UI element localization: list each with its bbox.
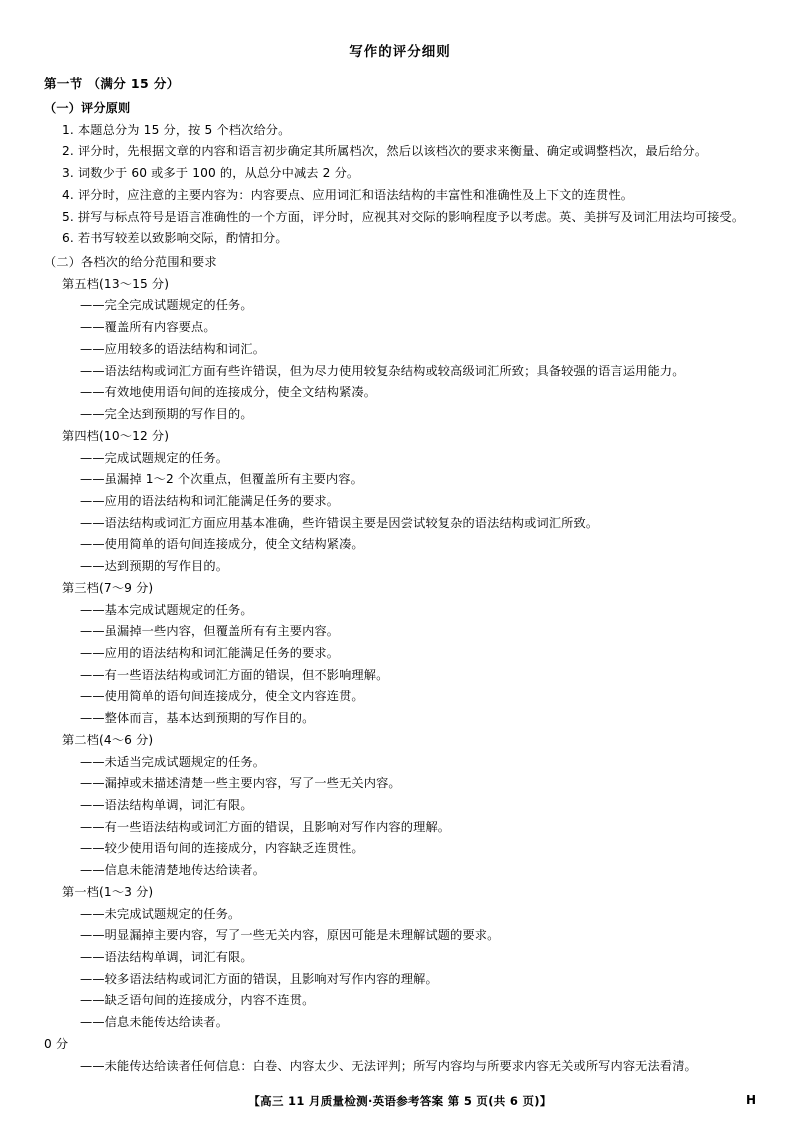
content-line: ——信息未能清楚地传达给读者。 — [80, 863, 266, 878]
content-line: 3. 词数少于 60 或多于 100 的，从总分中减去 2 分。 — [62, 166, 360, 181]
content-line: ——虽漏掉 1～2 个次重点，但覆盖所有主要内容。 — [80, 472, 363, 487]
content-line: ——语法结构单调，词汇有限。 — [80, 798, 253, 812]
content-line: 6. 若书写较差以致影响交际，酌情扣分。 — [62, 231, 288, 246]
content-line: 5. 拼写与标点符号是语言准确性的一个方面，评分时，应视其对交际的影响程度予以考虑。英、美拼写及词汇用法均可接受。 — [62, 209, 745, 224]
grade-band-heading: 第二档(4～6 分) — [62, 732, 154, 747]
content-line: 1. 本题总分为 15 分，按 5 个档次给分。 — [62, 122, 291, 137]
page-footer — [0, 1093, 800, 1113]
grade-band-heading: 第五档(13～15 分) — [62, 276, 170, 291]
content-line: ——覆盖所有内容要点。 — [80, 320, 216, 335]
content-line: ——应用较多的语法结构和词汇。 — [80, 341, 266, 356]
content-line: ——语法结构或词汇方面有些许错误，但为尽力使用较复杂结构或较高级词汇所致；具备较强的语言运用能力。 — [80, 363, 685, 378]
block-heading: （二）各档次的给分范围和要求 — [44, 255, 217, 270]
content-line: ——完全达到预期的写作目的。 — [80, 407, 253, 422]
content-line: ——漏掉或未描述清楚一些主要内容，写了一些无关内容。 — [80, 776, 401, 791]
content-line: ——达到预期的写作目的。 — [80, 559, 229, 574]
content-line: ——有效地使用语句间的连接成分，使全文结构紧凑。 — [80, 385, 377, 400]
grade-band-heading: 0 分 — [44, 1036, 69, 1051]
content-line: 2. 评分时，先根据文章的内容和语言初步确定其所属档次，然后以该档次的要求来衡量、确定或调整档次，最后给分。 — [62, 144, 708, 159]
content-line: 4. 评分时，应注意的主要内容为：内容要点、应用词汇和语法结构的丰富性和准确性及上下文的连贯性。 — [62, 187, 634, 202]
content-line: ——整体而言，基本达到预期的写作目的。 — [80, 711, 315, 726]
content-line: ——较少使用语句间的连接成分，内容缺乏连贯性。 — [80, 841, 364, 856]
content-line: ——未完成试题规定的任务。 — [80, 906, 241, 921]
content-line: ——使用简单的语句间连接成分，使全文结构紧凑。 — [80, 537, 364, 552]
content-line: ——完成试题规定的任务。 — [80, 450, 229, 465]
footer-center-text: 【高三 11 月质量检测·英语参考答案 第 5 页(共 6 页)】 — [248, 1094, 552, 1108]
content-line: ——完全完成试题规定的任务。 — [80, 298, 253, 313]
content-line: ——缺乏语句间的连接成分，内容不连贯。 — [80, 993, 315, 1008]
grade-band-heading: 第四档(10～12 分) — [62, 428, 170, 443]
content-line: ——有一些语法结构或词汇方面的错误，但不影响理解。 — [80, 667, 389, 682]
block-heading: （一）评分原则 — [44, 101, 131, 115]
content-line: ——较多语法结构或词汇方面的错误，且影响对写作内容的理解。 — [80, 971, 438, 986]
content-line: ——语法结构单调，词汇有限。 — [80, 950, 253, 965]
content-line: ——应用的语法结构和词汇能满足任务的要求。 — [80, 493, 340, 508]
content-line: ——基本完成试题规定的任务。 — [80, 602, 253, 617]
content-line: ——有一些语法结构或词汇方面的错误，且影响对写作内容的理解。 — [80, 819, 451, 834]
content-line: ——虽漏掉一些内容，但覆盖所有有主要内容。 — [80, 624, 340, 639]
content-line: ——使用简单的语句间连接成分，使全文内容连贯。 — [80, 689, 364, 704]
content-line: ——语法结构或词汇方面应用基本准确，些许错误主要是因尝试较复杂的语法结构或词汇所致。 — [80, 515, 599, 530]
content-line: ——信息未能传达给读者。 — [80, 1015, 229, 1030]
section-heading: 第一节 （满分 15 分） — [44, 76, 180, 91]
content-line: ——明显漏掉主要内容，写了一些无关内容，原因可能是未理解试题的要求。 — [80, 928, 500, 943]
content-line: ——未能传达给读者任何信息：白卷、内容太少、无法评判；所写内容均与所要求内容无关或所写内容无法看清。 — [80, 1058, 697, 1073]
grade-band-heading: 第一档(1～3 分) — [62, 884, 154, 899]
page-title: 写作的评分细则 — [349, 44, 451, 60]
content-block — [44, 252, 756, 1077]
content-line: ——未适当完成试题规定的任务。 — [80, 754, 266, 769]
grade-band-heading: 第三档(7～9 分) — [62, 580, 154, 595]
content-line: ——应用的语法结构和词汇能满足任务的要求。 — [80, 645, 340, 660]
content-block — [44, 98, 756, 250]
footer-page-mark: H — [745, 1093, 756, 1107]
